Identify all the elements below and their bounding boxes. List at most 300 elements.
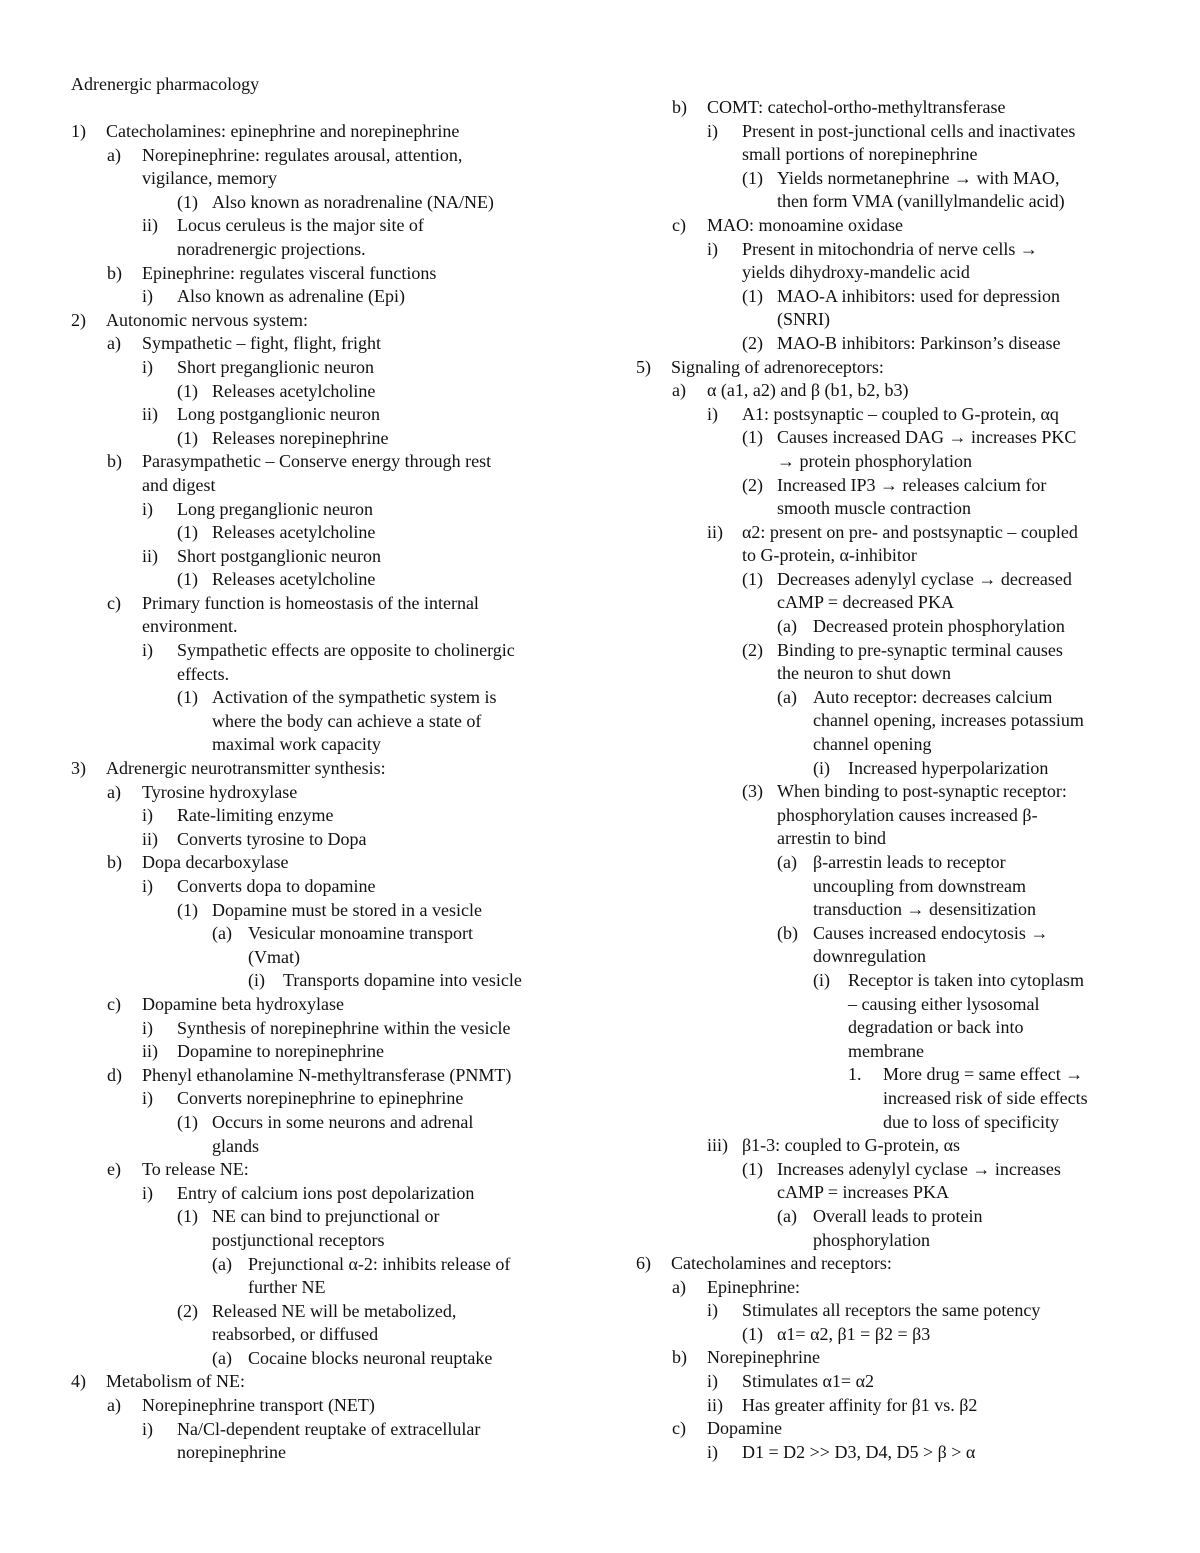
list-marker: 1) [71,121,86,141]
outline-line [71,1441,571,1465]
outline-line [71,427,571,451]
outline-text: smooth muscle contraction [777,498,971,519]
outline-text: Dopamine must be stored in a vesicle [212,899,482,920]
outline-text: Increased IP3 → releases calcium for [777,474,1047,495]
list-marker: (1) [177,899,198,920]
list-marker: e) [107,1159,121,1180]
list-marker: c) [672,214,686,235]
outline-text: More drug = same effect → [883,1064,1084,1085]
outline-text: channel opening, increases potassium [813,710,1084,731]
outline-line [636,875,1136,899]
list-marker: i) [142,286,153,307]
outline-text: Synthesis of norepinephrine within the vesicle [177,1017,511,1038]
outline-text: Dopamine beta hydroxylase [142,993,344,1014]
outline-line [71,875,571,899]
list-marker: b) [107,262,122,283]
outline-text: Cocaine blocks neuronal reuptake [248,1347,493,1368]
outline-text: maximal work capacity [212,734,381,755]
outline-text: Norepinephrine [707,1347,820,1368]
outline-text: Has greater affinity for β1 vs. β2 [742,1394,978,1415]
outline-line [71,781,571,805]
outline-line [636,1441,1136,1465]
outline-text: Converts norepinephrine to epinephrine [177,1088,464,1109]
list-marker: ii) [707,521,723,542]
outline-text: due to loss of specificity [883,1111,1059,1132]
outline-text: Metabolism of NE: [106,1371,245,1392]
list-marker: (1) [177,1111,198,1132]
list-marker: (1) [742,167,763,188]
list-marker: i) [142,1017,153,1038]
list-marker: i) [707,1371,718,1392]
outline-line [636,332,1136,356]
outline-text: Dopamine [707,1418,782,1439]
outline-line [636,1134,1136,1158]
list-marker: (a) [777,852,797,872]
outline-text: Releases acetylcholine [212,380,376,401]
outline-text: Dopa decarboxylase [142,852,289,873]
outline-line [71,568,571,592]
outline-text: Parasympathetic – Conserve energy through rest [142,451,492,472]
outline-line [636,757,1136,781]
outline-line [71,1276,571,1300]
list-marker: 3) [71,758,86,779]
outline-text: Receptor is taken into cytoplasm [848,969,1084,990]
list-marker: a) [107,1395,121,1416]
outline-line [71,922,571,946]
outline-text: vigilance, memory [142,168,277,189]
outline-text: phosphorylation causes increased β- [777,804,1038,825]
list-marker: (a) [777,1205,797,1226]
list-marker: ii) [142,215,158,236]
outline-line [71,450,571,474]
outline-text: Activation of the sympathetic system is [212,687,497,708]
outline-text: postjunctional receptors [212,1229,385,1250]
right-column [636,96,1136,1464]
outline-text: environment. [142,616,238,637]
outline-line [636,639,1136,663]
list-marker: i) [707,1300,718,1321]
outline-text: MAO-B inhibitors: Parkinson’s disease [777,332,1061,353]
outline-line [636,285,1136,309]
outline-line [636,1205,1136,1229]
outline-text: Auto receptor: decreases calcium [813,686,1053,707]
outline-line [71,285,571,309]
outline-line [636,1323,1136,1347]
outline-text: increased risk of side effects [883,1087,1088,1108]
outline-line [636,403,1136,427]
list-marker: b) [672,97,687,117]
outline-line [71,1253,571,1277]
outline-line [71,663,571,687]
outline-line [636,733,1136,757]
outline-text: cAMP = decreased PKA [777,592,954,613]
outline-text: Dopamine to norepinephrine [177,1041,384,1062]
outline-text: Overall leads to protein [813,1205,983,1226]
list-marker: ii) [142,828,158,849]
outline-text: uncoupling from downstream [813,875,1026,896]
list-marker: (1) [742,568,763,589]
outline-line [636,1111,1136,1135]
outline-text: Catecholamines and receptors: [671,1253,892,1274]
outline-line [71,214,571,238]
outline-line [636,238,1136,262]
outline-text: Autonomic nervous system: [106,309,308,330]
outline-line [71,1040,571,1064]
outline-text: Decreases adenylyl cyclase → decreased [777,568,1072,589]
outline-line [71,615,571,639]
outline-text: arrestin to bind [777,828,886,849]
list-marker: (i) [813,969,830,990]
list-marker: d) [107,1064,122,1085]
outline-line [636,474,1136,498]
document-title: Adrenergic pharmacology [71,74,260,94]
outline-line [636,945,1136,969]
outline-text: glands [212,1135,259,1156]
outline-line [636,1229,1136,1253]
list-marker: 4) [71,1371,86,1392]
outline-text: norepinephrine [177,1442,286,1463]
outline-text: degradation or back into [848,1017,1024,1038]
list-marker: (1) [177,1206,198,1227]
outline-text: Locus ceruleus is the major site of [177,215,424,236]
list-marker: (1) [177,427,198,448]
list-marker: i) [142,1418,153,1439]
list-marker: (2) [177,1300,198,1321]
outline-text: → protein phosphorylation [777,450,972,471]
outline-line [636,143,1136,167]
outline-line [636,1394,1136,1418]
outline-text: Transports dopamine into vesicle [283,970,522,991]
list-marker: a) [107,144,121,165]
outline-text: Also known as noradrenaline (NA/NE) [212,191,494,212]
list-marker: (i) [248,970,265,991]
list-marker: c) [107,592,121,613]
outline-line [636,851,1136,875]
list-marker: c) [672,1418,686,1439]
outline-text: Sympathetic – fight, flight, fright [142,333,381,354]
outline-text: Short postganglionic neuron [177,545,381,566]
outline-line [71,474,571,498]
outline-text: Converts tyrosine to Dopa [177,828,367,849]
outline-line [636,1063,1136,1087]
list-marker: b) [672,1347,687,1368]
outline-line [71,167,571,191]
outline-line [636,969,1136,993]
list-marker: i) [142,640,153,661]
list-marker: (1) [177,522,198,543]
list-marker: (1) [177,380,198,401]
outline-text: channel opening [813,734,932,755]
outline-line [636,1040,1136,1064]
outline-text: Entry of calcium ions post depolarization [177,1182,475,1203]
list-marker: ii) [142,1041,158,1062]
outline-line [636,1276,1136,1300]
outline-text: Catecholamines: epinephrine and norepinephrine [106,121,460,141]
outline-line [71,686,571,710]
outline-text: Occurs in some neurons and adrenal [212,1111,474,1132]
outline-line [71,1087,571,1111]
outline-text: A1: postsynaptic – coupled to G-protein, αq [742,403,1059,424]
outline-line [71,238,571,262]
outline-text: Adrenergic neurotransmitter synthesis: [106,758,386,779]
outline-text: yields dihydroxy-mandelic acid [742,262,970,283]
outline-line [71,757,571,781]
outline-line [71,969,571,993]
list-marker: i) [707,403,718,424]
outline-text: Stimulates all receptors the same potency [742,1300,1041,1321]
list-marker: (a) [212,1253,232,1274]
outline-line [71,1111,571,1135]
list-marker: i) [142,1088,153,1109]
outline-text: Short preganglionic neuron [177,356,374,377]
list-marker: (2) [742,639,763,660]
outline-line [636,544,1136,568]
outline-text: α2: present on pre- and postsynaptic – coupled [742,521,1078,542]
outline-line [71,851,571,875]
outline-text: MAO-A inhibitors: used for depression [777,285,1060,306]
list-marker: (1) [177,569,198,590]
outline-text: Primary function is homeostasis of the internal [142,592,479,613]
outline-line [71,1229,571,1253]
list-marker: (b) [777,922,798,943]
outline-text: Releases norepinephrine [212,427,389,448]
outline-line [636,497,1136,521]
outline-text: Long preganglionic neuron [177,498,373,519]
outline-line [636,450,1136,474]
outline-line [636,922,1136,946]
list-marker: (1) [177,191,198,212]
outline-text: Signaling of adrenoreceptors: [671,356,884,377]
outline-line [636,1252,1136,1276]
outline-line [71,403,571,427]
outline-line [636,521,1136,545]
outline-text: small portions of norepinephrine [742,144,978,165]
outline-line [71,545,571,569]
list-marker: (2) [742,474,763,495]
list-marker: i) [142,498,153,519]
outline-text: further NE [248,1277,326,1298]
list-marker: b) [107,451,122,472]
outline-line [636,1087,1136,1111]
list-marker: (a) [777,616,797,637]
outline-line [636,1346,1136,1370]
outline-text: downregulation [813,946,926,967]
outline-line [636,898,1136,922]
outline-line [71,710,571,734]
list-marker: (2) [742,332,763,353]
outline-text: Present in mitochondria of nerve cells → [742,238,1038,259]
outline-line [636,379,1136,403]
list-marker: b) [107,852,122,873]
outline-line [636,804,1136,828]
outline-line [71,356,571,380]
list-marker: (a) [777,686,797,707]
outline-line [71,1323,571,1347]
list-marker: ii) [142,545,158,566]
outline-line [71,1182,571,1206]
outline-text: Releases acetylcholine [212,522,376,543]
outline-text: Epinephrine: regulates visceral functions [142,262,437,283]
outline-line [71,262,571,286]
outline-text: then form VMA (vanillylmandelic acid) [777,191,1065,212]
list-marker: (1) [742,285,763,306]
outline-text: and digest [142,474,216,495]
outline-line [636,993,1136,1017]
outline-text: Increased hyperpolarization [848,757,1049,778]
outline-line [71,1064,571,1088]
outline-line [71,332,571,356]
list-marker: a) [672,380,686,401]
outline-text: Causes increased DAG → increases PKC [777,427,1077,448]
outline-line [71,639,571,663]
outline-text: Long postganglionic neuron [177,404,380,425]
list-marker: a) [107,781,121,802]
list-marker: (1) [742,1323,763,1344]
outline-text: the neuron to shut down [777,663,951,684]
outline-line [636,120,1136,144]
outline-text: – causing either lysosomal [848,993,1040,1014]
list-marker: i) [707,120,718,141]
list-marker: i) [707,1441,718,1462]
outline-line [636,591,1136,615]
outline-line [71,1347,571,1371]
list-marker: (i) [813,757,830,778]
list-marker: (1) [742,1158,763,1179]
list-marker: ii) [707,1394,723,1415]
outline-text: To release NE: [142,1159,249,1180]
outline-line [71,1017,571,1041]
outline-text: Norepinephrine: regulates arousal, attention, [142,144,463,165]
outline-text: effects. [177,663,230,684]
outline-line [71,946,571,970]
outline-text: where the body can achieve a state of [212,710,482,731]
list-marker: iii) [707,1135,728,1156]
outline-text: (SNRI) [777,309,830,330]
outline-line [71,733,571,757]
outline-text: membrane [848,1040,924,1061]
outline-text: Released NE will be metabolized, [212,1300,457,1321]
outline-text: Norepinephrine transport (NET) [142,1395,375,1416]
outline-text: β-arrestin leads to receptor [813,852,1006,872]
outline-text: Prejunctional α-2: inhibits release of [248,1253,511,1274]
outline-line [71,1300,571,1324]
outline-line [636,780,1136,804]
list-marker: 2) [71,309,86,330]
outline-line [636,96,1136,120]
outline-line [636,709,1136,733]
list-marker: ii) [142,404,158,425]
outline-line [71,993,571,1017]
outline-text: Yields normetanephrine → with MAO, [777,167,1060,188]
outline-line [636,568,1136,592]
outline-line [636,1417,1136,1441]
outline-text: cAMP = increases PKA [777,1182,949,1203]
outline-text: Phenyl ethanolamine N-methyltransferase (PNMT) [142,1064,512,1085]
outline-line [71,521,571,545]
outline-line [636,662,1136,686]
outline-line [71,1205,571,1229]
outline-text: Causes increased endocytosis → [813,922,1049,943]
list-marker: 6) [636,1253,651,1274]
outline-text: Present in post-junctional cells and inactivates [742,120,1076,141]
outline-line [636,167,1136,191]
outline-text: β1-3: coupled to G-protein, αs [742,1135,961,1156]
outline-line [71,380,571,404]
outline-text: Na/Cl-dependent reuptake of extracellular [177,1418,481,1439]
outline-text: Converts dopa to dopamine [177,876,376,896]
outline-text: Decreased protein phosphorylation [813,616,1065,637]
outline-text: Tyrosine hydroxylase [142,781,298,802]
outline-line [636,261,1136,285]
outline-text: Binding to pre-synaptic terminal causes [777,639,1063,660]
list-marker: a) [107,333,121,354]
outline-line [71,1370,571,1394]
outline-line [71,804,571,828]
outline-line [636,1181,1136,1205]
list-marker: i) [142,1182,153,1203]
outline-text: Rate-limiting enzyme [177,805,334,826]
list-marker: (1) [742,427,763,448]
outline-line [636,356,1136,380]
list-marker: a) [672,1276,686,1297]
outline-line [71,1158,571,1182]
outline-line [636,214,1136,238]
outline-line [71,498,571,522]
outline-line [636,1158,1136,1182]
outline-text: noradrenergic projections. [177,238,366,259]
outline-line [71,144,571,168]
outline-line [636,827,1136,851]
outline-text: Sympathetic effects are opposite to cholinergic [177,640,515,661]
outline-text: Stimulates α1= α2 [742,1371,875,1392]
outline-text: (Vmat) [248,946,300,967]
outline-text: D1 = D2 >> D3, D4, D5 > β > α [742,1441,976,1462]
list-marker: i) [142,356,153,377]
list-marker: (3) [742,781,763,802]
outline-line [71,120,571,144]
outline-line [71,828,571,852]
outline-line [636,1370,1136,1394]
outline-text: Epinephrine: [707,1276,800,1297]
outline-text: NE can bind to prejunctional or [212,1206,440,1227]
outline-line [71,592,571,616]
list-marker: (1) [177,687,198,708]
list-marker: (a) [212,1347,232,1368]
list-marker: i) [142,876,153,896]
outline-line [636,308,1136,332]
outline-text: α1= α2, β1 = β2 = β3 [777,1323,931,1344]
outline-text: transduction → desensitization [813,899,1036,920]
left-column [71,120,571,1465]
list-marker: i) [142,805,153,826]
outline-line [71,309,571,333]
outline-text: α (a1, a2) and β (b1, b2, b3) [707,380,909,401]
list-marker: 1. [848,1064,862,1085]
outline-text: Vesicular monoamine transport [248,923,473,944]
outline-line [636,190,1136,214]
outline-text: Increases adenylyl cyclase → increases [777,1158,1061,1179]
outline-text: Releases acetylcholine [212,569,376,590]
outline-text: phosphorylation [813,1229,930,1250]
outline-line [636,1016,1136,1040]
list-marker: i) [707,238,718,259]
list-marker: 5) [636,356,651,377]
outline-line [71,191,571,215]
outline-line [71,1135,571,1159]
outline-line [71,1394,571,1418]
outline-line [636,686,1136,710]
list-marker: c) [107,993,121,1014]
